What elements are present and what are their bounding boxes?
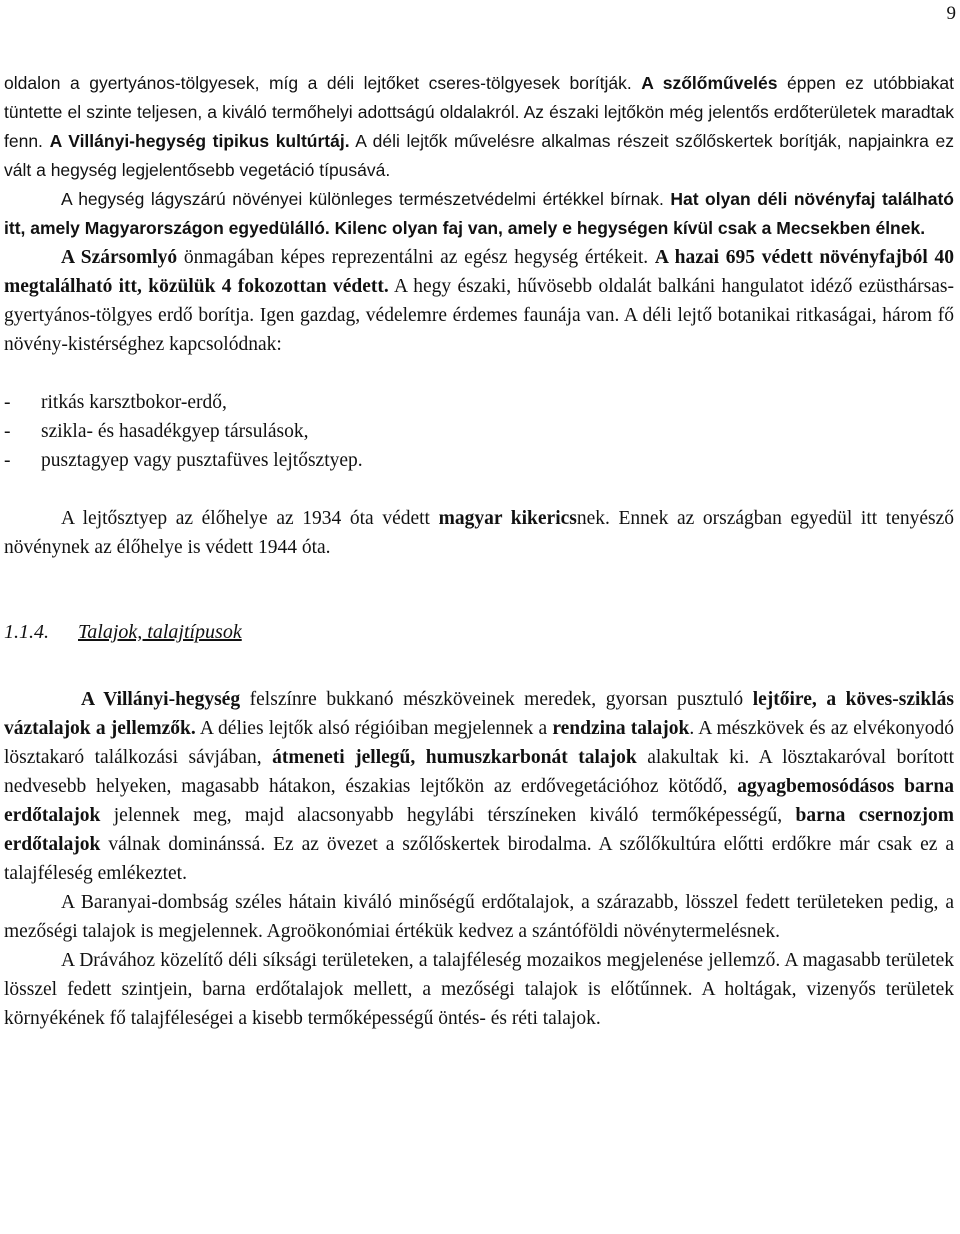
text-run: éppen ez utóbbiakat tüntette el szinte teljesen, a kiváló termőhelyi adottságú oldalakról. Az északi lejtőkön még jelentős erdőterületek maradtak fenn.: [4, 73, 954, 151]
list-item: [4, 417, 954, 446]
bold-run: magyar kikerics: [438, 508, 577, 529]
paragraph-vegetation: [4, 69, 954, 185]
text-run: A hegység lágyszárú növényei különleges természetvédelmi értékkel bírnak.: [61, 189, 671, 209]
microregion-list: [4, 388, 954, 475]
list-item: [4, 446, 954, 475]
section-heading: [4, 618, 954, 647]
list-item-text: pusztagyep vagy pusztafüves lejtősztyep.: [41, 450, 363, 471]
bold-run: A Villányi-hegység tipikus kultúrtáj.: [49, 131, 350, 151]
text-run: alakultak ki. A lösztakaróval borított nedvesebb helyeken, magasabb hátakon, északias lejtőkön az erdővegetációhoz kötődő,: [4, 747, 955, 797]
text-run: nek. Ennek az országban egyedül itt tenyésző növénynek az élőhelye is védett 1944 óta.: [4, 508, 954, 558]
bold-run: Hat olyan déli növényfaj található itt, amely Magyarországon egyedülálló. Kilenc olyan faj van, amely e hegységen kívül csak a Mecsekben élnek.: [4, 189, 954, 238]
bold-run: barna csernozjom erdőtalajok: [4, 805, 954, 855]
paragraph-kikerics: [4, 504, 954, 562]
list-item: [4, 388, 954, 417]
text-run: A déli lejtők művelésre alkalmas részeit szőlőskertek borítják, napjainkra ez vált a hegység legjelentősebb vegetáció típusává.: [4, 131, 955, 180]
paragraph-soils: [4, 685, 954, 888]
bold-run: átmeneti jellegű, humuszkarbonát talajok: [272, 747, 637, 768]
list-dash: -: [4, 392, 11, 413]
list-dash: -: [4, 450, 11, 471]
bold-run: agyagbemosódásos barna erdőtalajok: [4, 776, 955, 826]
paragraph-szarsomlyo: [4, 243, 954, 359]
text-run: oldalon a gyertyános-tölgyesek, míg a déli lejtőket cseres-tölgyesek borítják.: [4, 73, 642, 93]
page-number: 9: [946, 3, 956, 24]
document-body: [4, 69, 954, 1033]
bold-run: A Szársomlyó: [61, 247, 178, 268]
section-title: Talajok, talajtípusok: [78, 621, 242, 643]
text-run: jelennek meg, majd alacsonyabb hegylábi térszíneken kiváló termőképességű,: [100, 805, 796, 826]
section-number: 1.1.4.: [4, 621, 49, 643]
list-item-text: szikla- és hasadékgyep társulások,: [41, 421, 309, 442]
text-run: felszínre bukkanó mészköveinek meredek, gyorsan pusztuló: [240, 689, 753, 710]
list-dash: -: [4, 421, 11, 442]
text-run: . A mészkövek és az elvékonyodó lösztakaró találkozási sávjában,: [4, 718, 954, 768]
paragraph-drava: A Drávához közelítő déli síksági területeken, a talajféleség mozaikos megjelenése jellemző. A magasabb területek lösszel fedett szintjein, barna erdőtalajok mellett, a mezőségi talajok is előtűnnek. A holtágak, vizenyős területek környékének fő talajféleségei a kisebb termőképességű öntés- és réti talajok.: [4, 950, 954, 1029]
text-run: A lejtősztyep az élőhelye az 1934 óta védett: [61, 508, 439, 529]
list-item-text: ritkás karsztbokor-erdő,: [41, 392, 227, 413]
text-run: önmagában képes reprezentálni az egész hegység értékeit.: [177, 247, 655, 268]
bold-run: A Villányi-hegység: [81, 689, 241, 710]
text-run: A hegy északi, hűvösebb oldalát balkáni hangulatot idéző ezüsthársas-gyertyános-tölgyes erdő borítja. Igen gazdag, védelemre érdemes faunája van. A déli lejtő botanikai ritkaságai, három fő növény-kistérséghez kapcsolódnak:: [4, 276, 954, 355]
bold-run: A hazai 695 védett növényfajból 40 megtalálható itt, közülük 4 fokozottan védett.: [4, 247, 954, 297]
bold-run: rendzina talajok: [552, 718, 690, 739]
paragraph-baranya: A Baranyai-dombság széles hátain kiváló minőségű erdőtalajok, a szárazabb, lösszel fedett területeken pedig, a mezőségi talajok is megjelennek. Agroökonómiai értékük kedvez a szántóföldi növénytermelésnek.: [4, 892, 954, 942]
paragraph-herbaceous: [4, 185, 954, 243]
text-run: A délies lejtők alsó régióiban megjelennek a: [195, 718, 553, 739]
text-run: válnak dominánssá. Ez az övezet a szőlőskertek birodalma. A szőlőkultúra előtti erdőkre már csak ez a talajféleség emlékeztet.: [4, 834, 954, 884]
bold-run: A szőlőművelés: [641, 73, 778, 93]
bold-run: lejtőire, a köves-sziklás váztalajok a jellemzők.: [4, 689, 954, 739]
